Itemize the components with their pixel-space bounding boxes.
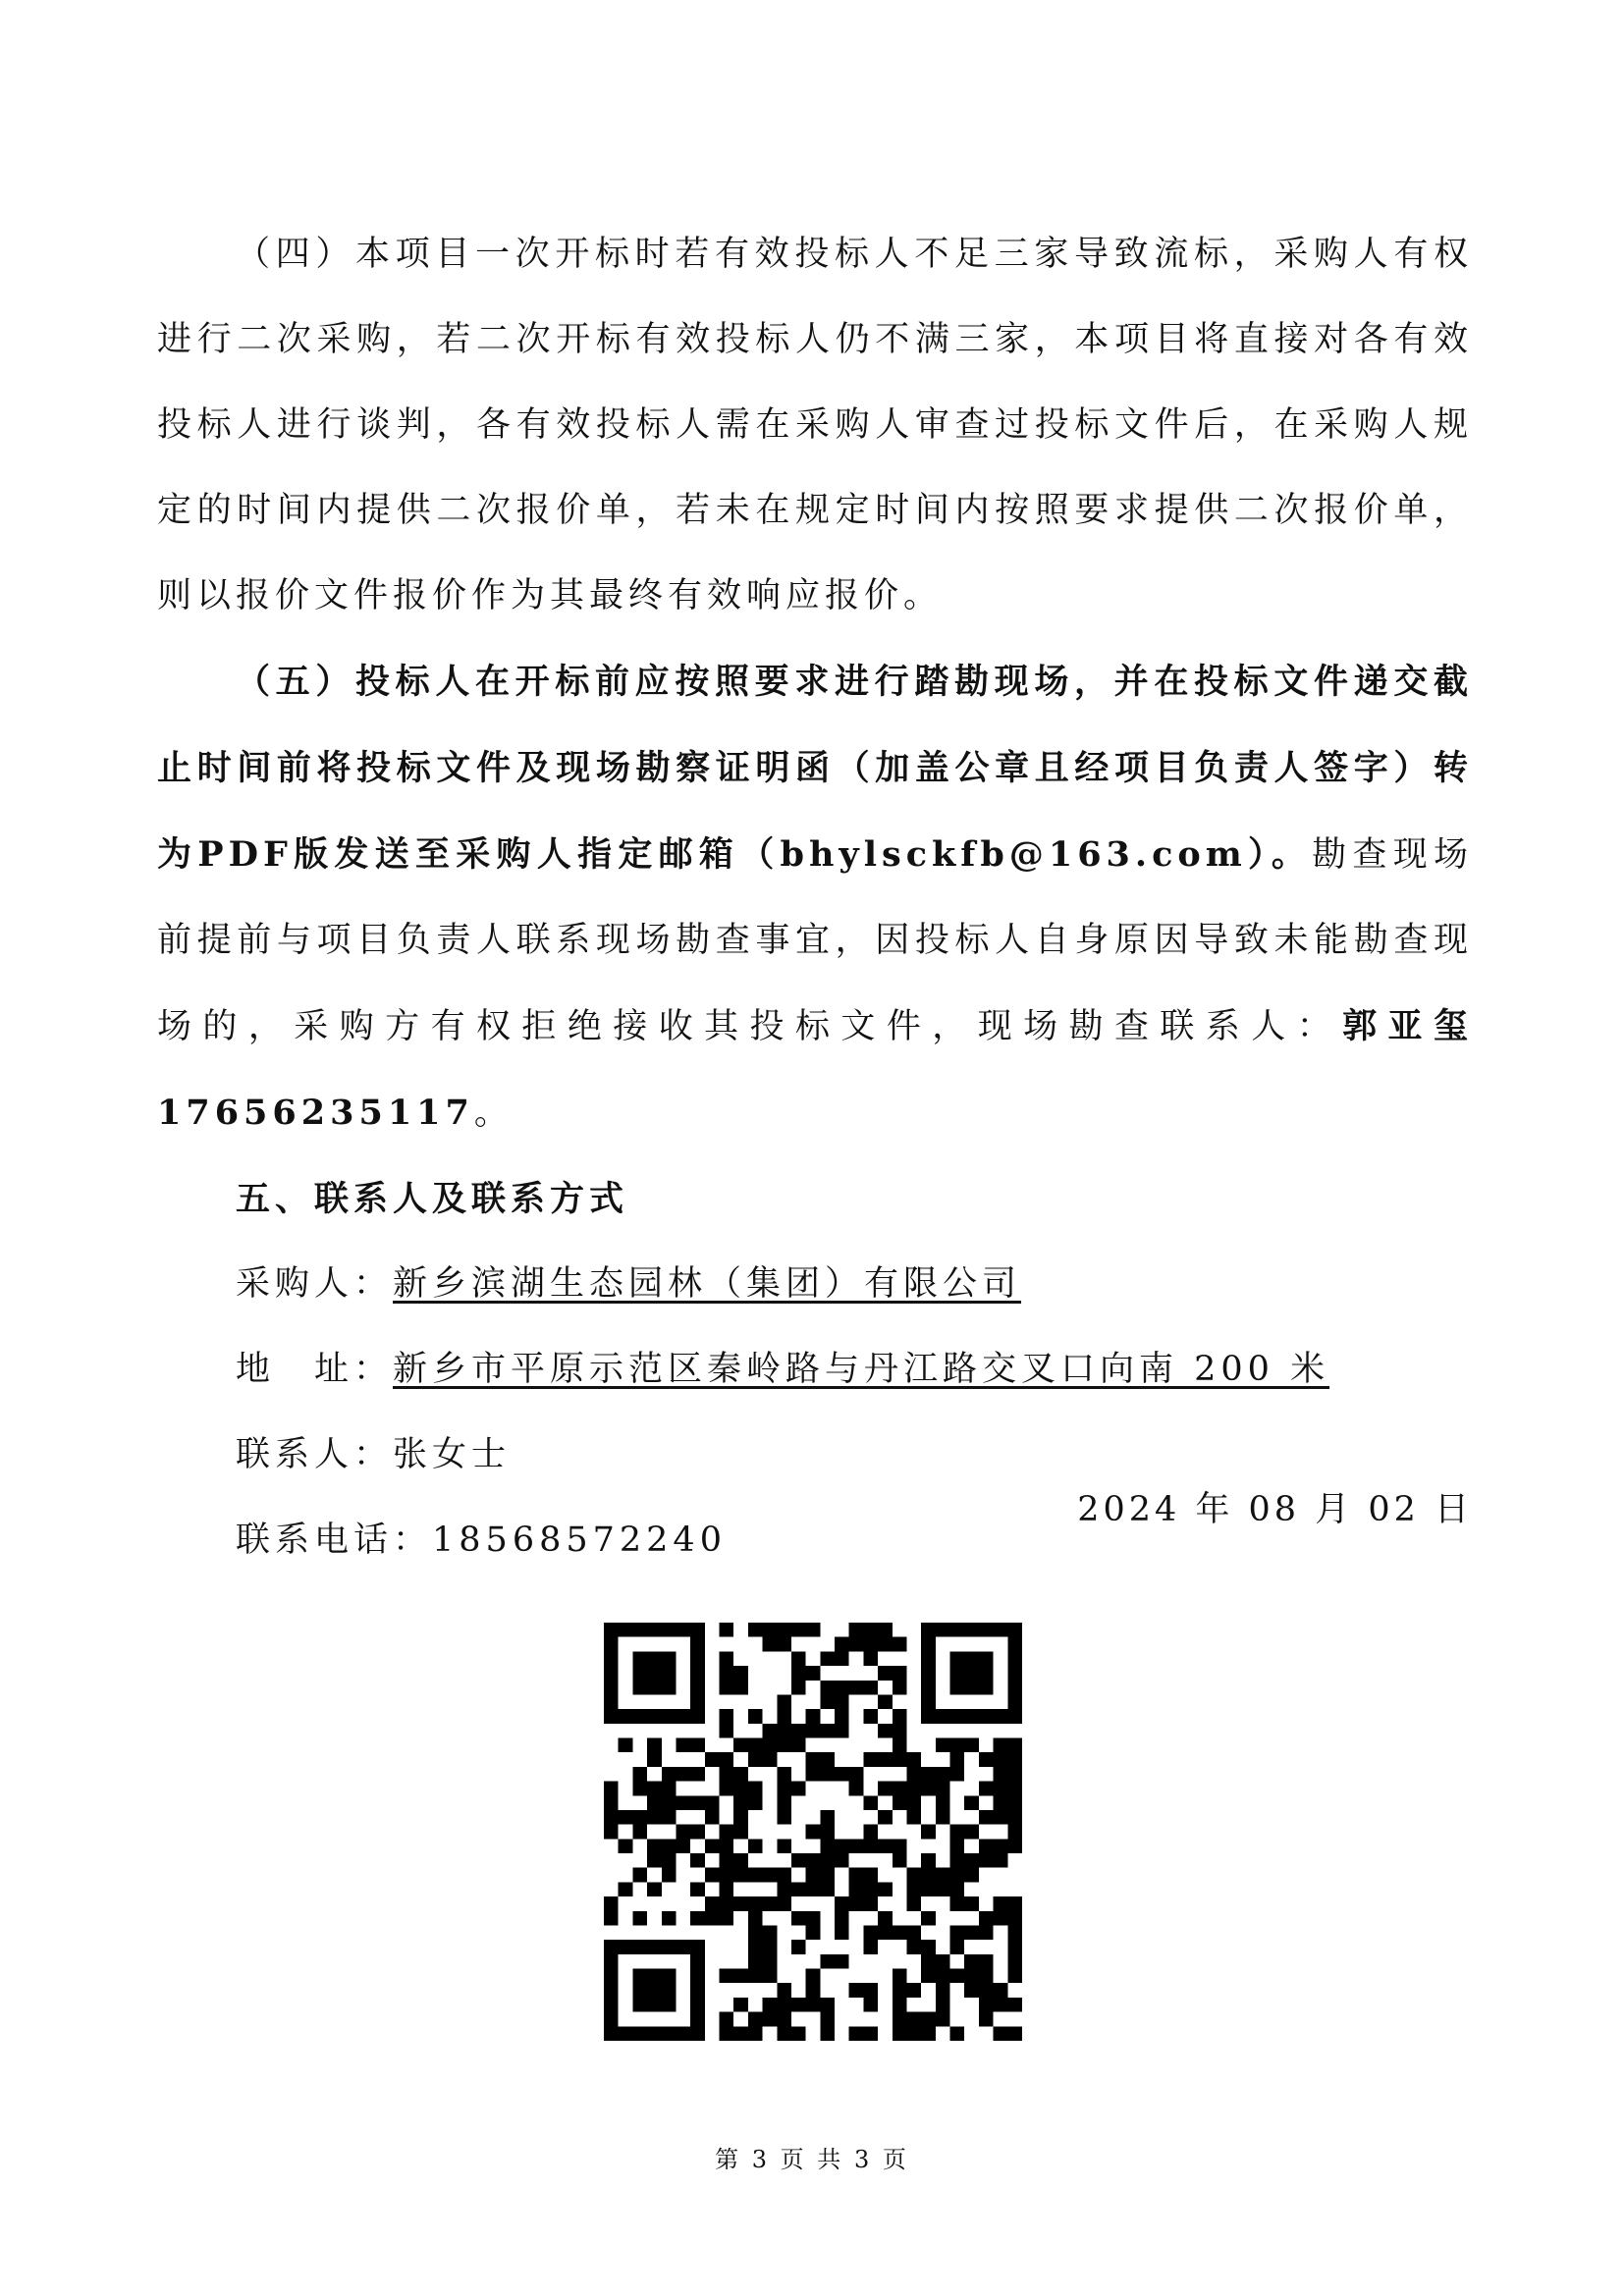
purchaser-line: [157, 1242, 1473, 1327]
qr-code-icon: [604, 1623, 1022, 2041]
paragraph-5: [157, 639, 1473, 1156]
paragraph-5-end: 。: [473, 1094, 514, 1133]
phone-value: 18568572240: [432, 1521, 727, 1560]
page-footer: 第 3 页 共 3 页: [715, 2146, 909, 2173]
paragraph-5-bold-text: （五）投标人在开标前应按照要求进行踏勘现场，并在投标文件递交截止时间前将投标文件及现场勘察证明函（加盖公章且经项目负责人签字）转为PDF版发送至采购人指定邮箱（bhylsckfb@163.com）。: [157, 662, 1473, 875]
address-value: 新乡市平原示范区秦岭路与丹江路交叉口向南 200 米: [393, 1350, 1330, 1389]
address-line: [157, 1327, 1473, 1413]
purchaser-value: 新乡滨湖生态园林（集团）有限公司: [393, 1264, 1022, 1304]
purchaser-label: 采购人：: [236, 1264, 394, 1304]
paragraph-4-text: （四）本项目一次开标时若有效投标人不足三家导致流标，采购人有权进行二次采购，若二次开标有效投标人仍不满三家，本项目将直接对各有效投标人进行谈判，各有效投标人需在采购人审查过投标文件后，在采购人规定的时间内提供二次报价单，若未在规定时间内按照要求提供二次报价单，则以报价文件报价作为其最终有效响应报价。: [157, 235, 1473, 615]
phone-label: 联系电话：: [236, 1521, 433, 1560]
site-contact: 郭亚玺 17656235117: [157, 1006, 1473, 1133]
document-date: 2024 年 08 月 02 日: [1077, 1490, 1473, 1529]
paragraph-5-text: 勘查现场前提前与项目负责人联系现场勘查事宜，因投标人自身原因导致未能勘查现场的，采购方有权拒绝接收其投标文件，现场勘查联系人：: [157, 835, 1473, 1046]
contact-person-value: 张女士: [393, 1435, 512, 1474]
paragraph-4: [157, 212, 1473, 639]
document-body: [157, 212, 1473, 1583]
contact-heading: 五、联系人及联系方式: [236, 1179, 629, 1219]
contact-person-label: 联系人：: [236, 1435, 394, 1474]
address-label: 地 址：: [236, 1350, 394, 1389]
